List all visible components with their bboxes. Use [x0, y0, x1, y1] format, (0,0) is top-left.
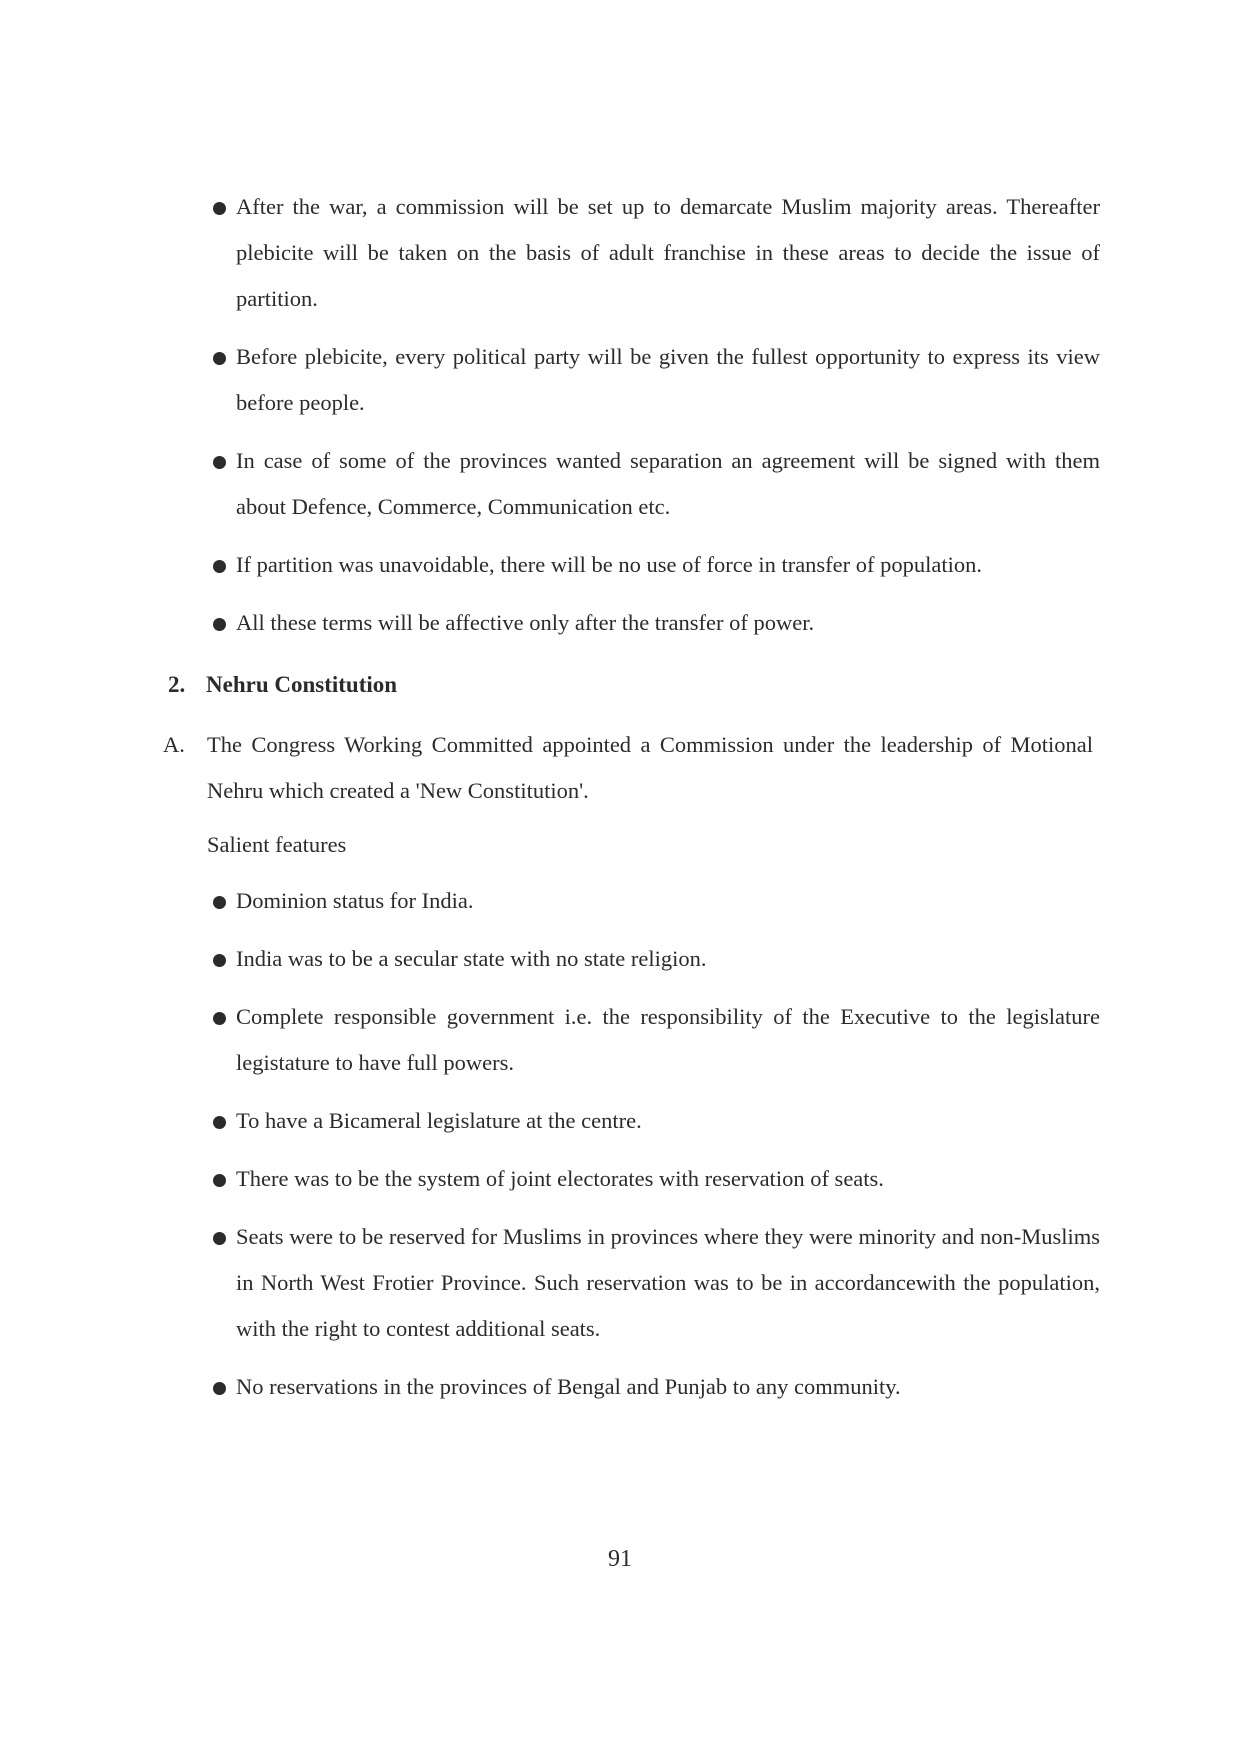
paragraph-a [163, 722, 1093, 814]
list-item-text: After the war, a commission will be set up to demarcate Muslim majority areas. Thereafter plebicite will be taken on the basis of adult franchise in these areas to decide the issue of partition. [236, 194, 1100, 311]
list-item [210, 1214, 1100, 1352]
page-number: 91 [608, 1546, 632, 1572]
list-item-text: To have a Bicameral legislature at the centre. [236, 1108, 642, 1133]
bullet-icon [213, 1232, 226, 1245]
bullet-icon [213, 1116, 226, 1129]
bullet-icon [213, 896, 226, 909]
paragraph-marker: A. [163, 732, 185, 757]
bullet-icon [213, 202, 226, 215]
list-item-text: Seats were to be reserved for Muslims in provinces where they were minority and non-Muslims in North West Frotier Province. Such reservation was to be in accordancewith the population, with the right to contest additional seats. [236, 1224, 1100, 1341]
list-item [210, 878, 1100, 924]
list-item [210, 184, 1100, 322]
bullet-list-salient-features [210, 878, 1100, 1422]
salient-features-label: Salient features [207, 832, 347, 857]
paragraph-text: The Congress Working Committed appointed a Commission under the leadership of Motional Nehru which created a 'New Constitution'. [207, 732, 1093, 803]
list-item [210, 438, 1100, 530]
bullet-icon [213, 352, 226, 365]
list-item-text: No reservations in the provinces of Bengal and Punjab to any community. [236, 1374, 901, 1399]
bullet-list-partition-terms [210, 184, 1100, 658]
list-item [210, 334, 1100, 426]
list-item-text: Dominion status for India. [236, 888, 474, 913]
list-item [210, 1364, 1100, 1410]
list-item-text: If partition was unavoidable, there will be no use of force in transfer of population. [236, 552, 983, 577]
list-item [210, 994, 1100, 1086]
bullet-icon [213, 560, 226, 573]
list-item-text: There was to be the system of joint electorates with reservation of seats. [236, 1166, 884, 1191]
bullet-icon [213, 954, 226, 967]
list-item-text: Complete responsible government i.e. the responsibility of the Executive to the legislature legistature to have full powers. [236, 1004, 1100, 1075]
bullet-icon [213, 618, 226, 631]
bullet-icon [213, 456, 226, 469]
list-item [210, 542, 1100, 588]
section-title: Nehru Constitution [206, 672, 398, 697]
list-item [210, 936, 1100, 982]
section-heading [168, 665, 397, 705]
list-item-text: India was to be a secular state with no state religion. [236, 946, 707, 971]
list-item-text: Before plebicite, every political party will be given the fullest opportunity to express its view before people. [236, 344, 1100, 415]
list-item-text: All these terms will be affective only after the transfer of power. [236, 610, 815, 635]
list-item [210, 1098, 1100, 1144]
bullet-icon [213, 1382, 226, 1395]
list-item [210, 1156, 1100, 1202]
section-number: 2. [168, 672, 186, 697]
bullet-icon [213, 1174, 226, 1187]
list-item-text: In case of some of the provinces wanted separation an agreement will be signed with them about Defence, Commerce, Communication etc. [236, 448, 1100, 519]
list-item [210, 600, 1100, 646]
bullet-icon [213, 1012, 226, 1025]
